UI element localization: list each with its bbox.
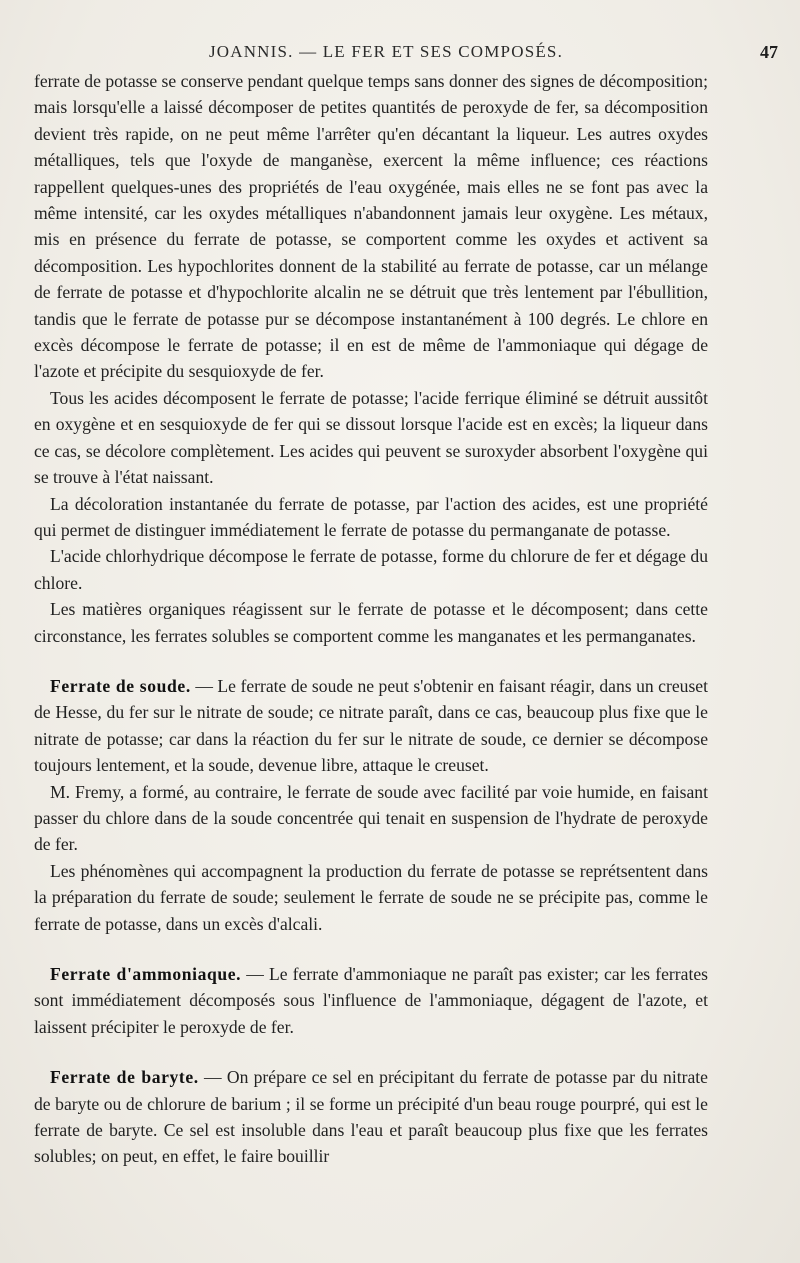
paragraph-text: — Le ferrate de soude ne peut s'obtenir en faisant réagir, dans un creuset de Hesse, du fer sur le nitrate de soude; ce nitrate paraît, dans ce cas, beaucoup plus fixe que le nitrate de potasse; car dans la réaction du fer sur le nitrate de soude, ce dernier se décompose toujours lentement, et la soude, devenue libre, attaque le creuset. — [34, 675, 708, 776]
paragraph-text: ferrate de potasse se conserve pendant quelque temps sans donner des signes de décomposition; mais lorsqu'elle a laissé décomposer de petites quantités de peroxyde de fer, sa décomposition devient très rapide, on ne peut même l'arrêter qu'en décantant la liqueur. Les autres oxydes métalliques, tels que l'oxyde de manganèse, exercent la même influence; ces réactions rappellent quelques-unes des propriétés de l'eau oxygénée, mais elles ne se font pas avec la même intensité, car les oxydes métalliques n'abandonnent jamais leur oxygène. Les métaux, mis en présence du ferrate de potasse, se comportent comme les oxydes et activent sa décomposition. Les hypochlorites donnent de la stabilité au ferrate de potasse, car un mélange de ferrate de potasse et d'hypochlorite alcalin ne se détruit que très lentement par l'ébullition, tandis que le ferrate de potasse pur se décompose instantanément à 100 degrés. Le chlore en excès décompose le ferrate de potasse; il en est de même de l'ammoniaque qui dégage de l'azote et précipite du sesquioxyde de fer. — [34, 71, 708, 382]
paragraph — [34, 858, 708, 937]
paragraph-text: — On prépare ce sel en précipitant du ferrate de potasse par du nitrate de baryte ou de chlorure de barium ; il se forme un précipité d'un beau rouge pourpré, qui est le ferrate de baryte. Ce sel est insoluble dans l'eau et paraît beaucoup plus fixe que les ferrates solubles; on peut, en effet, le faire bouillir — [34, 1067, 708, 1167]
section-ferrate-d-ammoniaque — [34, 961, 708, 1040]
section-heading: Ferrate de baryte. — [50, 1067, 199, 1088]
section-heading: Ferrate de soude. — [50, 675, 191, 696]
section-heading: Ferrate d'ammoniaque. — [50, 964, 242, 984]
paragraph — [34, 491, 708, 544]
paragraph-text: M. Fremy, a formé, au contraire, le ferrate de soude avec facilité par voie humide, en faisant passer du chlore dans de la soude concentrée qui tenait en suspension de l'hydrate de peroxyde de fer. — [34, 781, 708, 855]
paragraph-text: Les matières organiques réagissent sur le ferrate de potasse et le décomposent; dans cette circonstance, les ferrates solubles se comportent comme les manganates et les permanganates. — [34, 599, 708, 646]
body-text — [34, 68, 708, 1170]
page-number: 47 — [760, 42, 778, 62]
paragraph-text: La décoloration instantanée du ferrate de potasse, par l'action des acides, est une propriété qui permet de distinguer immédiatement le ferrate de potasse du permanganate de potasse. — [34, 493, 708, 540]
paragraph-text: Tous les acides décomposent le ferrate de potasse; l'acide ferrique éliminé se détruit aussitôt en oxygène et en sesquioxyde de fer qui se dissout lorsque l'acide est en excès; la liqueur dans ce cas, se décolore complètement. Les acides qui peuvent se suroxyder absorbent l'oxygène qui se trouve à l'état naissant. — [34, 387, 708, 488]
paragraph-text: L'acide chlorhydrique décompose le ferrate de potasse, forme du chlorure de fer et dégage du chlore. — [34, 546, 708, 593]
section-ferrate-de-baryte — [34, 1064, 708, 1170]
paragraph — [34, 385, 708, 491]
paragraph — [34, 543, 708, 596]
paragraph — [34, 596, 708, 649]
page-header — [32, 42, 778, 66]
paragraph — [34, 68, 708, 385]
paragraph-text: Les phénomènes qui accompagnent la production du ferrate de potasse se reprétsentent dans la préparation du ferrate de soude; seulement le ferrate de soude ne se précipite pas, comme le ferrate de potasse, dans un excès d'alcali. — [34, 860, 708, 934]
paragraph — [34, 779, 708, 858]
paragraph-text: — Le ferrate d'ammoniaque ne paraît pas exister; car les ferrates sont immédiatement décomposés sous l'influence de l'ammoniaque, dégagent de l'azote, et laissent précipiter le peroxyde de fer. — [34, 964, 708, 1037]
section-ferrate-de-soude — [34, 673, 708, 779]
running-head: JOANNIS. — LE FER ET SES COMPOSÉS. — [208, 42, 564, 61]
